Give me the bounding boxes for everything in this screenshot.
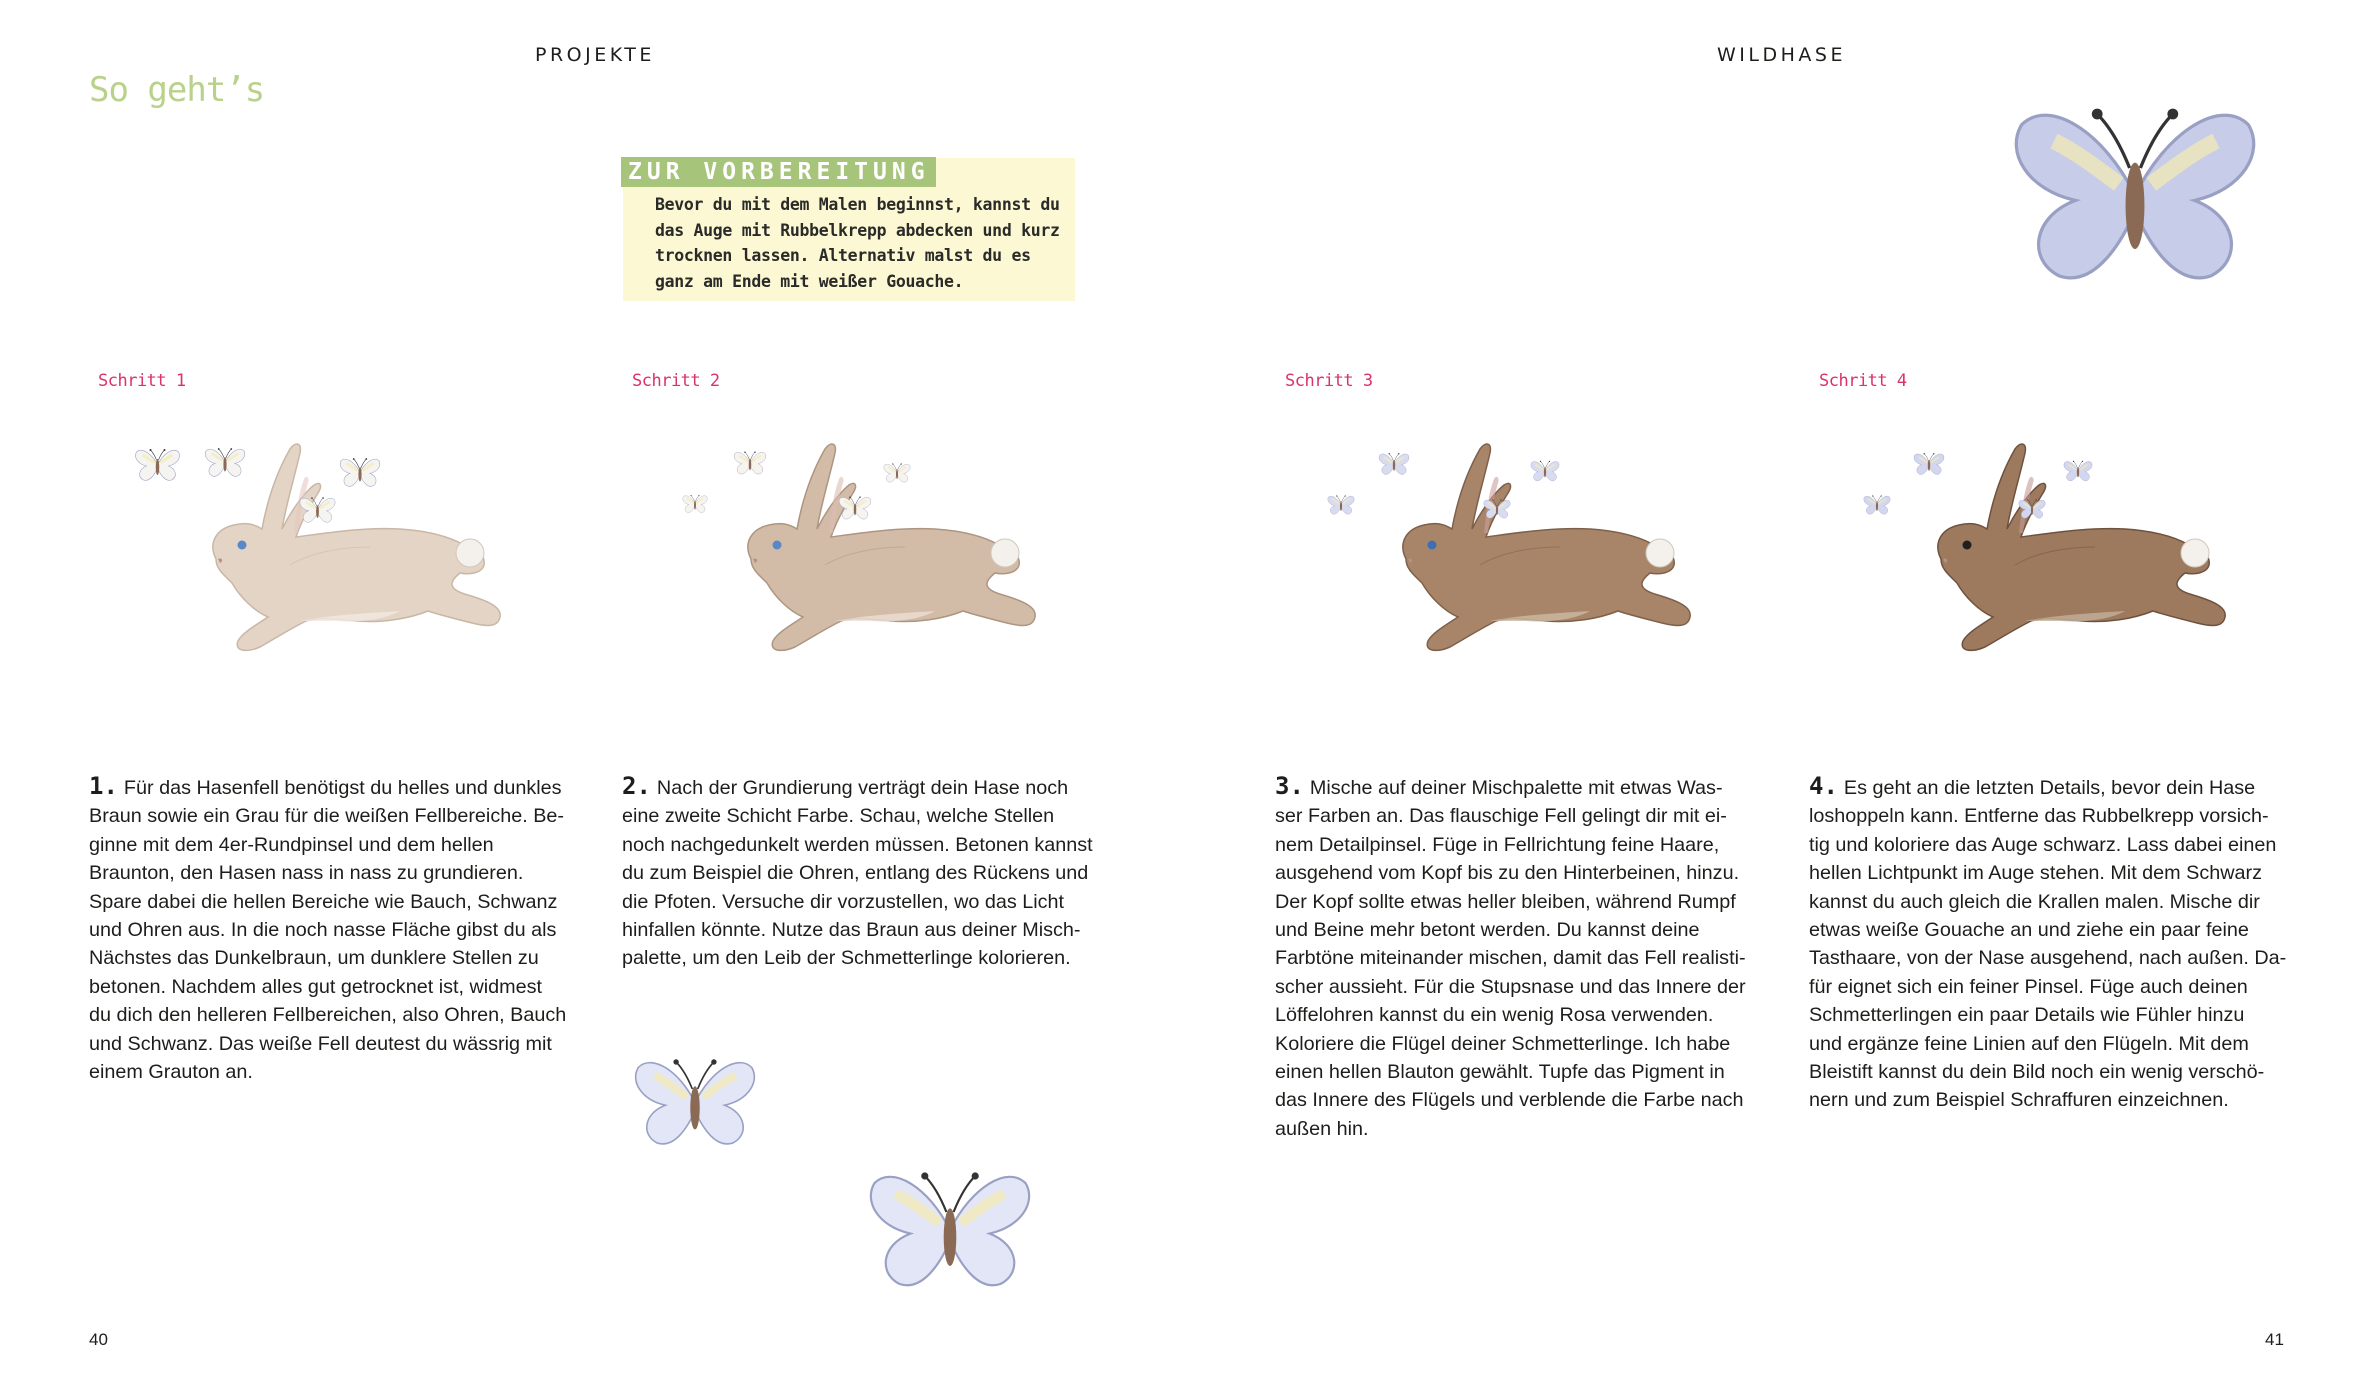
text-line: und Beine mehr betont werden. Du kannst deine <box>1275 919 1700 942</box>
butterfly-icon <box>730 445 770 481</box>
text-line: für eignet sich ein feiner Pinsel. Füge auch deinen <box>1809 975 2248 998</box>
text-line: Braun sowie ein Grau für die weißen Fellbereiche. Be- <box>89 805 564 828</box>
prep-line: ganz am Ende mit weißer Gouache. <box>655 271 964 291</box>
text-line: und Schwanz. Das weiße Fell deutest du wässrig mit <box>89 1032 552 1055</box>
page-number-right: 41 <box>2265 1330 2284 1349</box>
text-line: und ergänze feine Linien auf den Flügeln. Mit dem <box>1809 1032 2249 1055</box>
text-line: betonen. Nachdem alles gut getrocknet ist, widmest <box>89 975 543 998</box>
text-line: Bleistift kannst du dein Bild noch ein wenig verschö- <box>1809 1061 2265 1084</box>
step-4-label: Schritt 4 <box>1819 371 1907 391</box>
text-line: Tasthaare, von der Nase ausgehend, nach außen. Da- <box>1809 947 2287 970</box>
text-line: außen hin. <box>1275 1117 1369 1140</box>
text-line: tig und koloriere das Auge schwarz. Lass dabei einen <box>1809 833 2277 856</box>
text-line: Schmetterlingen ein paar Details wie Fühler hinzu <box>1809 1004 2245 1027</box>
text-line: palette, um den Leib der Schmetterlinge kolorieren. <box>622 947 1071 970</box>
prep-line: Bevor du mit dem Malen beginnst, kannst du <box>655 195 1060 214</box>
text-line: 1. Für das Hasenfell benötigst du helles und dunkles <box>89 772 562 800</box>
text-line: scher aussieht. Für die Stupsnase und das Innere der <box>1275 975 1746 998</box>
text-line: einen hellen Blauton gewählt. Tupfe das Pigment in <box>1275 1061 1725 1084</box>
butterfly-icon <box>1480 494 1514 524</box>
butterfly-icon <box>335 450 385 495</box>
step-number: 3. <box>1275 772 1304 800</box>
text-line: kannst du auch gleich die Krallen malen. Mische dir <box>1809 890 2260 913</box>
step-3-label: Schritt 3 <box>1285 371 1373 391</box>
step-number: 4. <box>1809 772 1838 800</box>
text-line: nem Detailpinsel. Füge in Fellrichtung feine Haare, <box>1275 833 1720 856</box>
text-line: eine zweite Schicht Farbe. Schau, welche Stellen <box>622 805 1055 828</box>
step-number: 1. <box>89 772 118 800</box>
butterfly-icon <box>295 490 340 530</box>
prep-line: trocknen lassen. Alternativ malst du es <box>655 246 1031 265</box>
butterfly-icon <box>680 490 710 518</box>
text-line: hellen Lichtpunkt im Auge stehen. Mit dem Schwarz <box>1809 862 2263 885</box>
butterfly-icon <box>1325 490 1357 520</box>
butterfly-icon <box>1910 447 1948 481</box>
step-2-text <box>622 772 1102 973</box>
butterfly-icon <box>200 440 250 485</box>
step-1-label: Schritt 1 <box>98 371 186 391</box>
text-line: Farbtöne miteinander mischen, damit das Fell realisti- <box>1275 947 1746 970</box>
butterfly-icon <box>835 490 875 526</box>
butterfly-icon <box>2060 455 2096 487</box>
text-line: das Innere des Flügels und verblende die Farbe nach <box>1275 1089 1744 1112</box>
text-line: hinfallen könnte. Nutze das Braun aus deiner Misch- <box>622 919 1081 942</box>
text-line: Der Kopf sollte etwas heller bleiben, während Rumpf <box>1275 890 1736 913</box>
butterfly-illustration <box>620 1035 770 1170</box>
text-line: Löffelohren kannst du ein wenig Rosa verwenden. <box>1275 1004 1714 1027</box>
chapter-header: WILDHASE <box>1717 44 1846 66</box>
butterfly-illustration <box>850 1140 1050 1320</box>
text-line: ginne mit dem 4er-Rundpinsel und dem hellen <box>89 833 494 856</box>
text-line: Nächstes das Dunkelbraun, um dunklere Stellen zu <box>89 947 539 970</box>
text-line: und Ohren aus. In die noch nasse Fläche gibst du als <box>89 919 557 942</box>
butterfly-icon <box>2015 494 2049 524</box>
step-3-text <box>1275 772 1755 1143</box>
text-line: die Pfoten. Versuche dir vorzustellen, wo das Licht <box>622 890 1065 913</box>
text-line: loshoppeln kann. Entferne das Rubbelkrepp vorsich- <box>1809 805 2269 828</box>
page-number-left: 40 <box>89 1330 108 1349</box>
text-line: 3. Mische auf deiner Mischpalette mit etwas Was- <box>1275 772 1723 800</box>
butterfly-icon <box>1527 455 1563 487</box>
section-header: PROJEKTE <box>535 44 655 66</box>
prep-line: das Auge mit Rubbelkrepp abdecken und kurz <box>655 220 1060 240</box>
step-number: 2. <box>622 772 651 800</box>
text-line: etwas weiße Gouache an und ziehe ein paar feine <box>1809 919 2249 942</box>
page-title: So geht’s <box>89 70 265 110</box>
text-line: du dich den helleren Fellbereichen, also Ohren, Bauch <box>89 1004 567 1027</box>
butterfly-icon <box>880 458 914 488</box>
text-line: noch nachgedunkelt werden müssen. Betonen kannst <box>622 833 1093 856</box>
step-2-label: Schritt 2 <box>632 371 720 391</box>
text-line: Braunton, den Hasen nass in nass zu grundieren. <box>89 862 524 885</box>
text-line: Koloriere die Flügel deiner Schmetterlinge. Ich habe <box>1275 1032 1731 1055</box>
text-line: einem Grauton an. <box>89 1061 253 1084</box>
text-line: Spare dabei die hellen Bereiche wie Bauch, Schwanz <box>89 890 558 913</box>
step-1-text <box>89 772 569 1086</box>
text-line: 4. Es geht an die letzten Details, bevor dein Hase <box>1809 772 2256 800</box>
butterfly-icon <box>1375 447 1413 481</box>
butterfly-large-illustration <box>1985 60 2285 330</box>
butterfly-icon <box>130 440 185 490</box>
step-4-text <box>1809 772 2289 1115</box>
butterfly-icon <box>1860 490 1894 520</box>
prep-label: ZUR VORBEREITUNG <box>621 157 936 187</box>
text-line: 2. Nach der Grundierung verträgt dein Hase noch <box>622 772 1069 800</box>
text-line: nern und zum Beispiel Schraffuren einzeichnen. <box>1809 1089 2229 1112</box>
text-line: ausgehend vom Kopf bis zu den Hinterbeinen, hinzu. <box>1275 862 1740 885</box>
text-line: du zum Beispiel die Ohren, entlang des Rückens und <box>622 862 1089 885</box>
prep-text <box>655 192 1075 294</box>
text-line: ser Farben an. Das flauschige Fell gelingt dir mit ei- <box>1275 805 1727 828</box>
